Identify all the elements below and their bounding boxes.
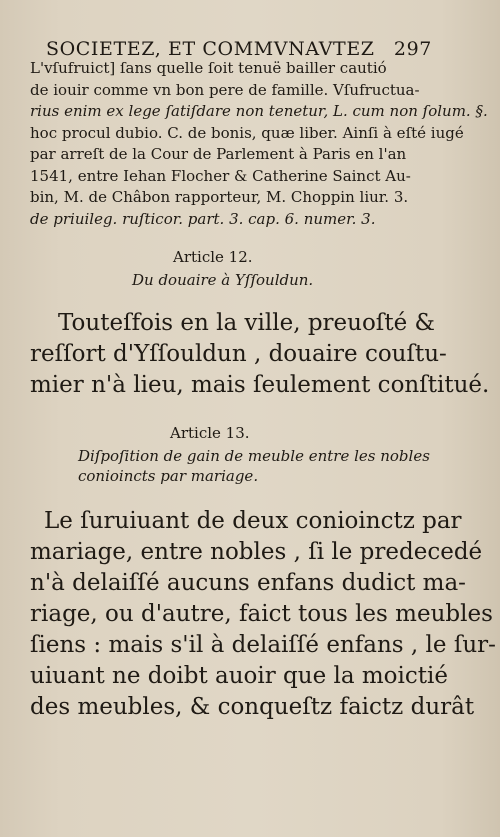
text-line: uiuant ne doibt auoir que la moictié <box>30 663 448 689</box>
continued-paragraph <box>30 58 488 230</box>
text-line: des meubles, & conqueſtz faictz durât <box>30 694 475 720</box>
text-line: riage, ou d'autre, faict tous les meubles <box>30 601 493 627</box>
text-line: mier n'à lieu, mais ſeulement conſtitué. <box>30 372 490 398</box>
text-line: de iouir comme vn bon pere de famille. Vſufructua- <box>30 80 420 99</box>
text-line: reſſort d'Yſſouldun , douaire couſtu- <box>30 341 447 367</box>
subtitle-line: conioincts par mariage. <box>78 467 259 485</box>
article-13-body <box>30 506 496 723</box>
latin-citation-line: rius enim ex lege ſatiſdare non tenetur, L. cum non ſolum. §. <box>30 102 488 120</box>
article-12-heading: Article 12. <box>173 248 253 266</box>
article-13-heading: Article 13. <box>170 424 250 442</box>
text-line: par arreſt de la Cour de Parlement à Paris en l'an <box>30 145 407 163</box>
subtitle-line: Diſpoſition de gain de meuble entre les nobles <box>78 447 430 465</box>
text-line: Touteſfois en la ville, preuoſté & <box>58 310 435 336</box>
text-line: Le ſuruiuant de deux conioinctz par <box>44 508 462 534</box>
article-12-body <box>30 308 490 401</box>
article-12-subtitle: Du douaire à Yſſouldun. <box>132 271 314 289</box>
text-line: mariage, entre nobles , ſi le predecedé <box>30 539 483 565</box>
text-line: L'vſufruict] ſans quelle ſoit tenuë bailler cautió <box>30 59 387 77</box>
latin-citation-line: de priuileg. ruſticor. part. 3. cap. 6. numer. 3. <box>30 209 376 228</box>
text-line: bin, M. de Châbon rapporteur, M. Choppin liur. 3. <box>30 188 409 206</box>
article-13-subtitle <box>78 446 430 486</box>
running-title: SOCIETEZ, ET COMMVNAVTEZ <box>46 38 375 60</box>
text-line: hoc procul dubio. C. de bonis, quæ liber. Ainſi à eſté iugé <box>30 123 464 142</box>
text-line: ſiens : mais s'il à delaiſſé enfans , le ſur- <box>30 632 496 658</box>
text-line: 1541, entre Iehan Flocher & Catherine Sainct Au- <box>30 166 411 185</box>
text-line: n'à delaiſſé aucuns enfans dudict ma- <box>30 570 466 596</box>
running-header <box>46 38 432 60</box>
page-number: 297 <box>393 38 432 60</box>
